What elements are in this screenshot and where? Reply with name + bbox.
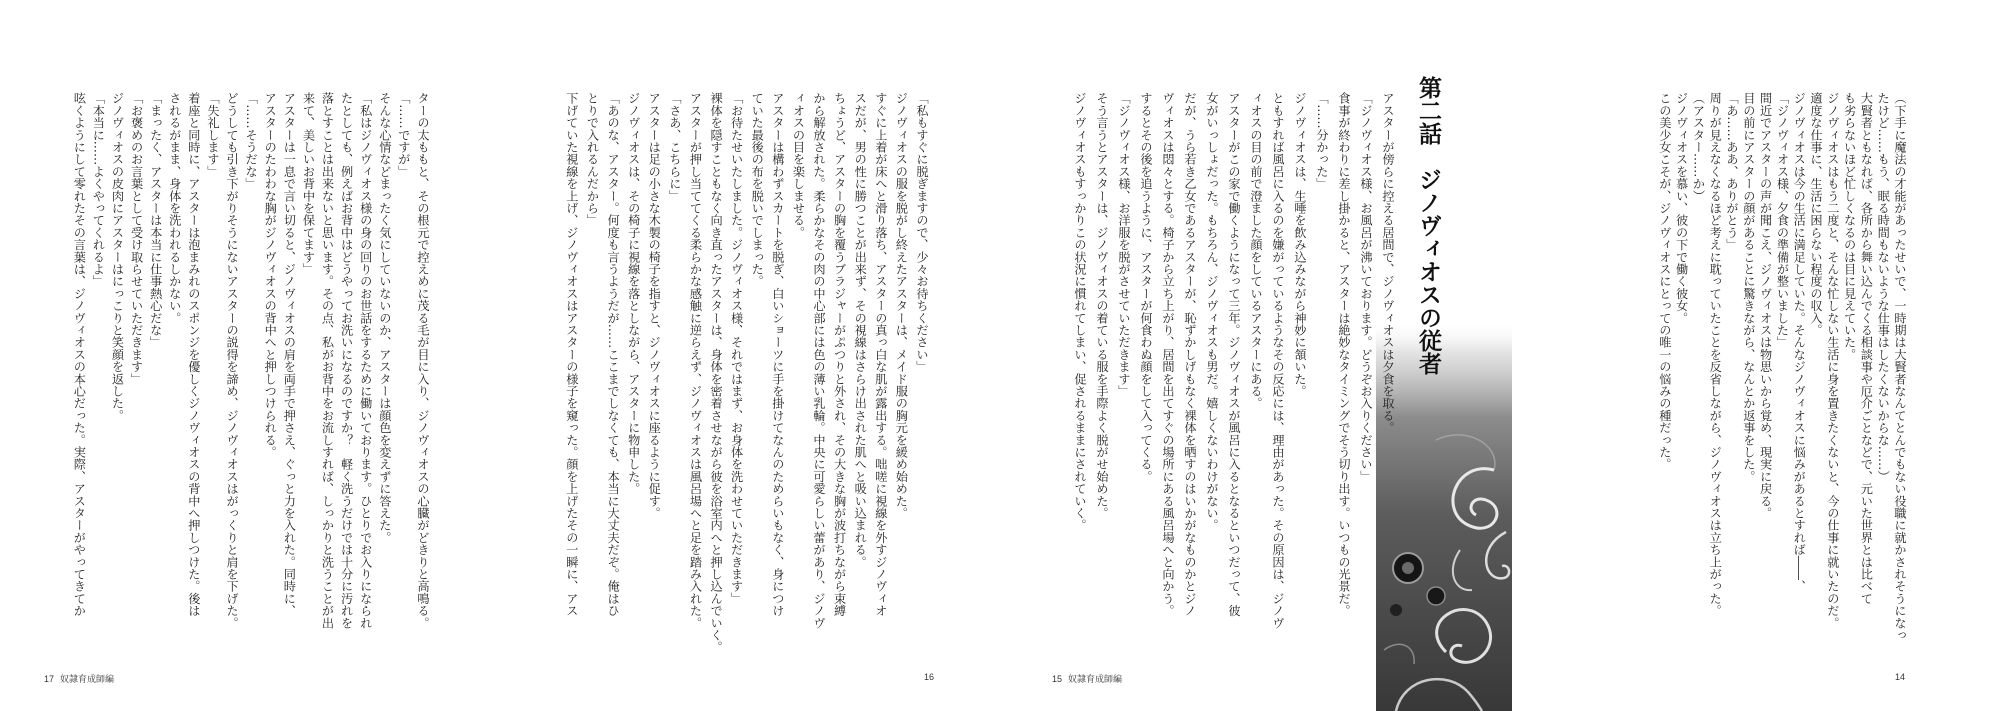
text-column: たとしても、例えばお背中はどうやってお洗いになるのですか？ 軽く洗うだけでは十分に汚れを (339, 92, 354, 629)
text-column: 食事が終わりに差し掛かると、アスターは絶妙なタイミングでそう切り出す。いつもの光景だ。 (1337, 92, 1351, 617)
text-column: ジノヴィオスは、その椅子に視線を落としながら、アスターに物申した。 (626, 92, 641, 495)
page-15-body (1069, 92, 1399, 652)
chapter-title: 第二話 ジノヴィオスの従者 (1415, 76, 1441, 375)
text-column: 「お褒めのお言葉として受け取らせていただきます」 (129, 92, 144, 385)
text-column: アスターが押し当ててくる柔らかな感触に逆らえず、ジノヴィオスは風呂場へと足を踏み入れた。 (688, 92, 703, 629)
text-column: 周りが見えなくなるほど考えに耽っていたことを反省しながら、ジノヴィオスは立ち上がった。 (1708, 92, 1723, 617)
text-column: アスターがこの家で働くようになって三年。ジノヴィオスが風呂に入るとなるといつだって、彼 (1227, 92, 1241, 617)
text-column: 「……ですが」 (396, 92, 411, 178)
running-header: 奴隷育成師編 (1068, 674, 1123, 684)
text-column: ともすれば風呂に入るのを嫌がっているようなその反応には、理由があった。その原因は、ジノヴ (1271, 92, 1285, 629)
text-column: するとその後を追うように、アスターが何食わぬ顔をして入ってくる。 (1139, 92, 1153, 483)
text-column: 「ジノヴィオス様、お洋服を脱がさせていただきます」 (1117, 92, 1131, 397)
text-column: どうしても引き下がりそうにないアスターの説得を諦め、ジノヴィオスはがっくりと肩を下げた。 (225, 92, 240, 629)
page-number: 15 (1052, 674, 1063, 684)
text-column: すぐに上着が床へと滑り落ち、アスターの真っ白な肌が露出する。咄嗟に視線を外すジノヴィオ (873, 92, 888, 617)
text-column: ヴィオスは悶々とする。椅子から立ち上がり、居間を出てすぐの場所にある風呂場へと向かう。 (1161, 92, 1175, 617)
text-column: 目の前にアスターの顔があることに驚きながら、なんとか返事をした。 (1741, 92, 1756, 483)
page-14-body (1650, 92, 1908, 652)
text-column: 大賢者ともなれば、各所から舞い込んでくる相談事や厄介ごとなどで、元いた世界とは比べて (1859, 92, 1874, 605)
text-column: アスターは足の小さな木製の椅子を指すと、ジノヴィオスに座るように促す。 (647, 92, 662, 519)
ornament-circle (1402, 562, 1414, 574)
text-column: ジノヴィオスもすっかりこの状況に慣れてしまい、促されるままにされていく。 (1073, 92, 1087, 532)
text-column: 「私はジノヴィオス様の身の回りのお世話をするために働いております。ひとりでお入りになられ (358, 92, 373, 629)
text-column: アスターは一息で言い切ると、ジノヴィオスの肩を両手で押さえ、ぐっと力を入れた。同時に、 (282, 92, 297, 617)
text-column: 「失礼します」 (205, 92, 220, 178)
text-column: ィオスの目を楽しませる。 (791, 92, 806, 239)
text-column: 「本当に……よくやってくれるよ」 (91, 92, 106, 288)
text-column: 着座と同時に、アスターは泡まみれのスポンジを優しくジノヴィオスの背中へ押しつけた。後は (186, 92, 201, 617)
text-column: たけど……もう、眠る時間もないような仕事はしたくないからな……） (1876, 92, 1891, 483)
text-column: ジノヴィオスは、生唾を飲み込みながら神妙に頷いた。 (1293, 92, 1307, 397)
text-column: とりで入れるんだから」 (585, 92, 600, 227)
text-column: 「あのな、アスター。何度も言うようだが……ここまでしなくても、本当に大丈夫だぞ。俺はひ (606, 92, 621, 617)
text-column: 下げていた視線を上げ、ジノヴィオスはアスターの様子を窺った。顔を上げたその一瞬に、アス (564, 92, 579, 617)
text-column: この美少女こそが、ジノヴィオスにとっての唯一の悩みの種だった。 (1657, 92, 1672, 471)
text-column: 「まったく、アスターは本当に仕事熱心だな」 (148, 92, 163, 349)
text-column: されるがまま、身体を洗われるしかない。 (167, 92, 182, 324)
text-column: 来て、美しいお背中を保てます」 (301, 92, 316, 275)
page-16-body (556, 92, 932, 652)
text-column: 「さあ、こちらに」 (667, 92, 682, 202)
page-number-14 (1895, 672, 1905, 682)
page-number-16 (924, 672, 934, 682)
text-column: 「ジノヴィオス様、夕食の準備が整いました」 (1775, 92, 1790, 349)
text-column: 「お待たせいたしました。ジノヴィオス様、それではまず、お身体を洗わせていただきます」 (729, 92, 744, 605)
page-number: 14 (1895, 672, 1906, 682)
page-number-17 (44, 672, 114, 685)
text-column: （下手に魔法の才能があったせいで、一時期は大賢者なんてとんでもない役職に就かされそうになっ (1893, 92, 1907, 641)
text-column: そう言うとアスターは、ジノヴィオスの着ている服を手際よく脱がせ始めた。 (1095, 92, 1109, 519)
text-column: 「私もすぐに脱ぎますので、少々お待ちください」 (915, 92, 929, 373)
text-column: ていた最後の布を脱いでしまった。 (750, 92, 765, 288)
text-column: 間近でアスターの声が聞こえ、ジノヴィオスは物思いから覚め、現実に戻る。 (1758, 92, 1773, 519)
page-17-body (64, 92, 432, 652)
ornament-circle (1427, 587, 1445, 605)
text-column: 女がいっしょだった。もちろん、ジノヴィオスも男だ。嬉しくないわけがない。 (1205, 92, 1219, 532)
text-column: アスターが傍らに控える居間で、ジノヴィオスは夕食を取る。 (1381, 92, 1395, 434)
text-column: ジノヴィオスは今の生活に満足していた。そんなジノヴィオスに悩みがあるとすれば――、 (1792, 92, 1807, 593)
text-column: ィオスの目の前で澄ました顔をしているアスターにある。 (1249, 92, 1263, 410)
text-column: そんな心情などまったく気にしていないのか、アスターは顔色を変えずに答えた。 (377, 92, 392, 544)
text-column: 「あ……ああ、ありがとう」 (1725, 92, 1740, 251)
text-column: （アスター……か） (1691, 92, 1706, 202)
text-column: ジノヴィオスの服を脱がし終えたアスターは、メイド服の胸元を緩め始めた。 (894, 92, 909, 519)
text-column: も劣らないほど忙しくなるのは目に見えていた。 (1842, 92, 1857, 361)
text-column: ジノヴィオスはもう二度と、そんな忙しない生活に身を置きたくないと、今の仕事に就いたのだ。 (1825, 92, 1840, 629)
text-column: 適度な仕事に、生活に困らない程度の収入。 (1809, 92, 1824, 336)
text-column: 「……分かった」 (1315, 92, 1329, 190)
text-column: ちょうど、アスターの胸を覆うブラジャーがぷつりと外され、その大きな胸が波打ちながら束縛 (832, 92, 847, 617)
text-column: から解放された。柔らかなその肉の中心部には色の薄い乳輪。中央に可愛らしい蕾があり、ジノヴ (812, 92, 827, 629)
text-column: 落とすことは出来ないと思います。その点、私がお背中をお流しすれば、しっかりと洗うことが出 (320, 92, 335, 629)
page-number-15 (1052, 672, 1122, 685)
page-number: 17 (44, 674, 55, 684)
running-header: 奴隷育成師編 (60, 674, 115, 684)
text-column: 呟くようにして零れたその言葉は、ジノヴィオスの本心だった。実際、アスターがやってきてか (72, 92, 87, 617)
text-column: 裸体を隠すこともなく向き直ったアスターは、身体を密着させながら彼を浴室内へと押し込んでいく。 (709, 92, 724, 654)
text-column: アスターは構わずスカートを脱ぎ、白いショーツに手を掛けてなんのためらいもなく、身につけ (770, 92, 785, 617)
text-column: ターの太ももと、その根元で控えめに茂る毛が目に入り、ジノヴィオスの心臓がどきりと高鳴る。 (416, 92, 430, 629)
text-column: ジノヴィオスを慕い、彼の下で働く彼女。 (1674, 92, 1689, 324)
text-column: 「ジノヴィオス様、お風呂が沸いております。どうぞお入りください」 (1359, 92, 1373, 483)
text-column: スだが、男の性に勝つことが出来ず、その視線はさらけ出された肌へと吸い込まれる。 (853, 92, 868, 568)
text-column: アスターのたわわな胸がジノヴィオスの背中へと押しつけられる。 (263, 92, 278, 458)
text-column: 「……そうだな」 (244, 92, 259, 190)
text-column: だが、うら若き乙女であるアスターが、恥ずかしげもなく裸体を晒すのはいかがなものかとジノ (1183, 92, 1197, 617)
text-column: ジノヴィオスの皮肉にアスターはにっこりと笑顔を返した。 (110, 92, 125, 422)
page-number: 16 (924, 672, 935, 682)
